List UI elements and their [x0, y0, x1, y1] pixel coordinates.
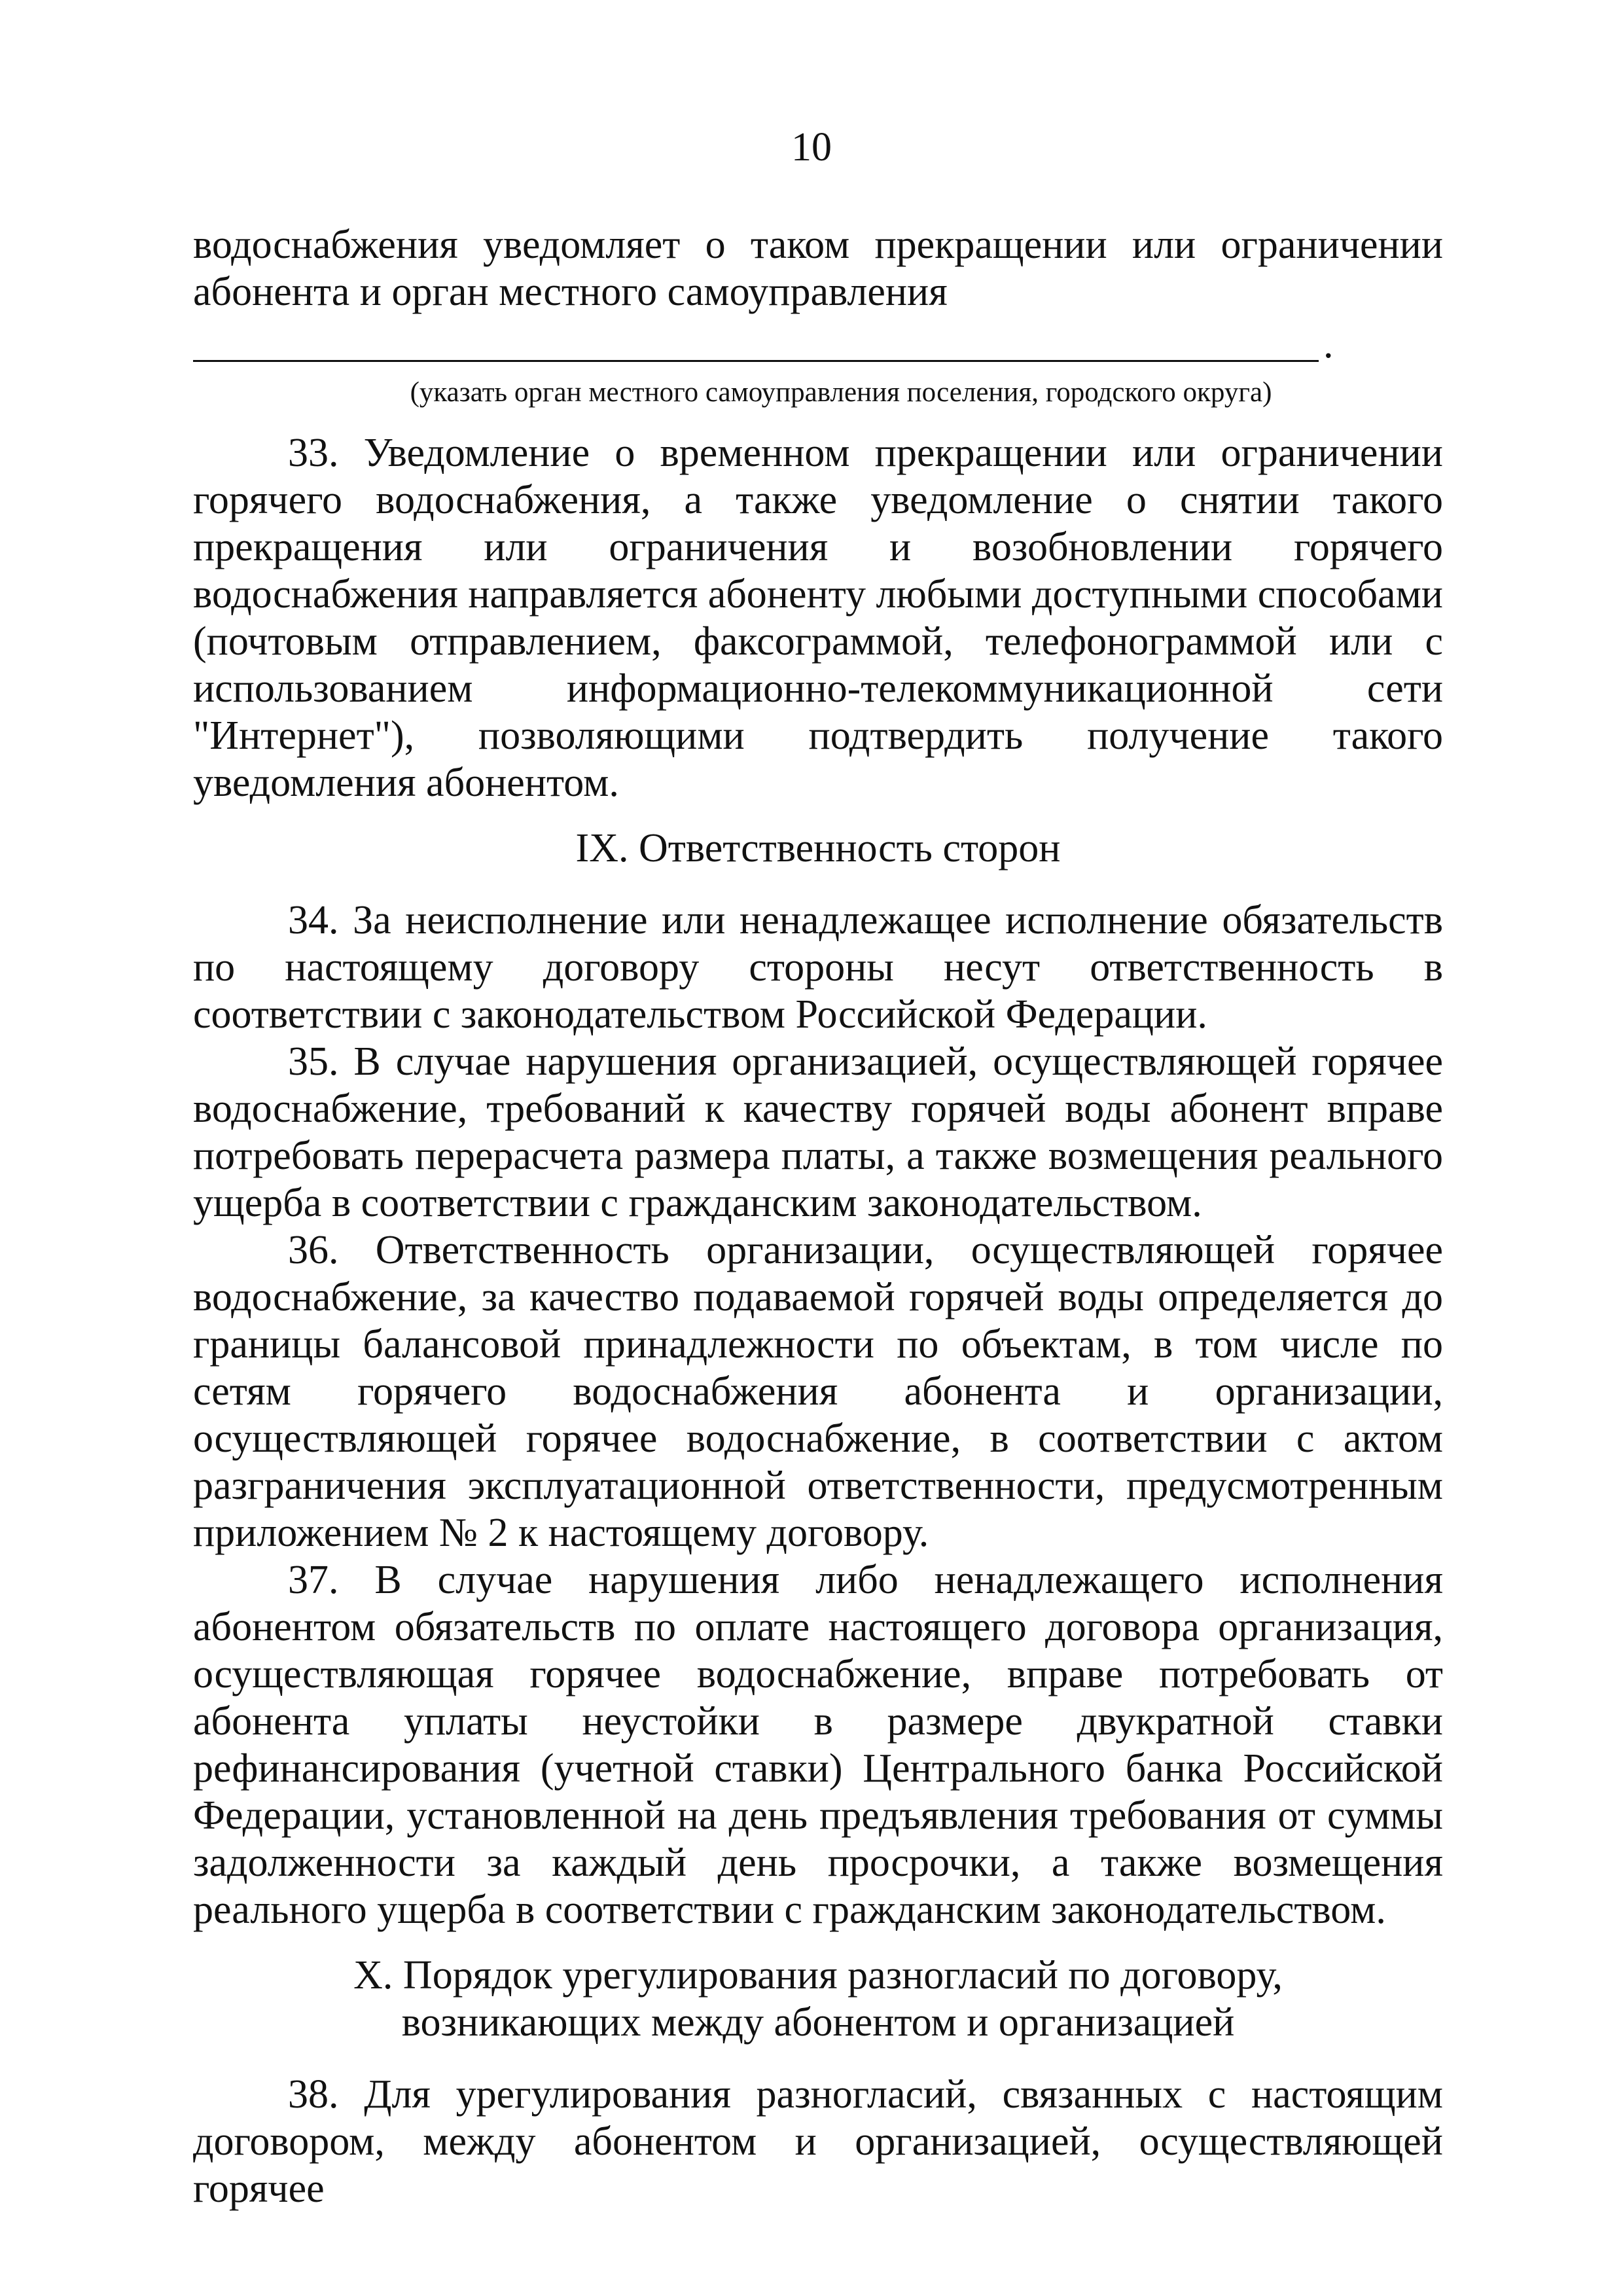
document-body: [193, 221, 1443, 2212]
paragraph-35: 35. В случае нарушения организацией, осуществляющей горячее водоснабжение, требований к качеству горячей воды абонент вправе потребовать перерасчета размера платы, а также возмещения реального ущерба в соответствии с гражданским законодательством.: [193, 1039, 1443, 1225]
blank-terminator: .: [1323, 322, 1334, 367]
paragraph-33: 33. Уведомление о временном прекращении или ограничении горячего водоснабжения, а также уведомление о снятии такого прекращения или ограничения и возобновлении горячего водоснабжения направляется абоненту любыми доступными способами (почтовым отправлением, факсограммой, телефонограммой или с использованием информационно-телекоммуникационной сети "Интернет"), позволяющими подтвердить получение такого уведомления абонентом.: [193, 431, 1443, 805]
paragraph-36: 36. Ответственность организации, осуществляющей горячее водоснабжение, за качество подаваемой горячей воды определяется до границы балансовой принадлежности по объектам, в том числе по сетям горячего водоснабжения абонента и организации, осуществляющей горячее водоснабжение, в соответствии с актом разграничения эксплуатационной ответственности, предусмотренным приложением № 2 к настоящему договору.: [193, 1228, 1443, 1555]
paragraph-38: 38. Для урегулирования разногласий, связанных с настоящим договором, между абонентом и организацией, осуществляющей горячее: [193, 2072, 1443, 2211]
section-heading-x-line1: X. Порядок урегулирования разногласий по договору,: [353, 1953, 1283, 1998]
blank-caption: (указать орган местного самоуправления поселения, городского округа): [410, 377, 1272, 408]
section-heading-x-line2: возникающих между абонентом и организацией: [401, 2000, 1235, 2045]
blank-underline: [193, 360, 1319, 362]
intro-paragraph: водоснабжения уведомляет о таком прекращении или ограничении абонента и орган местного самоуправления: [193, 223, 1443, 314]
section-heading-ix: IX. Ответственность сторон: [575, 826, 1061, 870]
paragraph-34: 34. За неисполнение или ненадлежащее исполнение обязательств по настоящему договору стороны несут ответственность в соответствии с законодательством Российской Федерации.: [193, 898, 1443, 1037]
page-number: 10: [791, 125, 832, 170]
paragraph-37: 37. В случае нарушения либо ненадлежащего исполнения абонентом обязательств по оплате настоящего договора организация, осуществляющая горячее водоснабжение, вправе потребовать от абонента уплаты неустойки в размере двукратной ставки рефинансирования (учетной ставки) Центрального банка Российской Федерации, установленной на день предъявления требования от суммы задолженности за каждый день просрочки, а также возмещения реального ущерба в соответствии с гражданским законодательством.: [193, 1558, 1443, 1932]
section-heading-x: [193, 1952, 1443, 2046]
fill-in-blank: [193, 315, 1443, 374]
